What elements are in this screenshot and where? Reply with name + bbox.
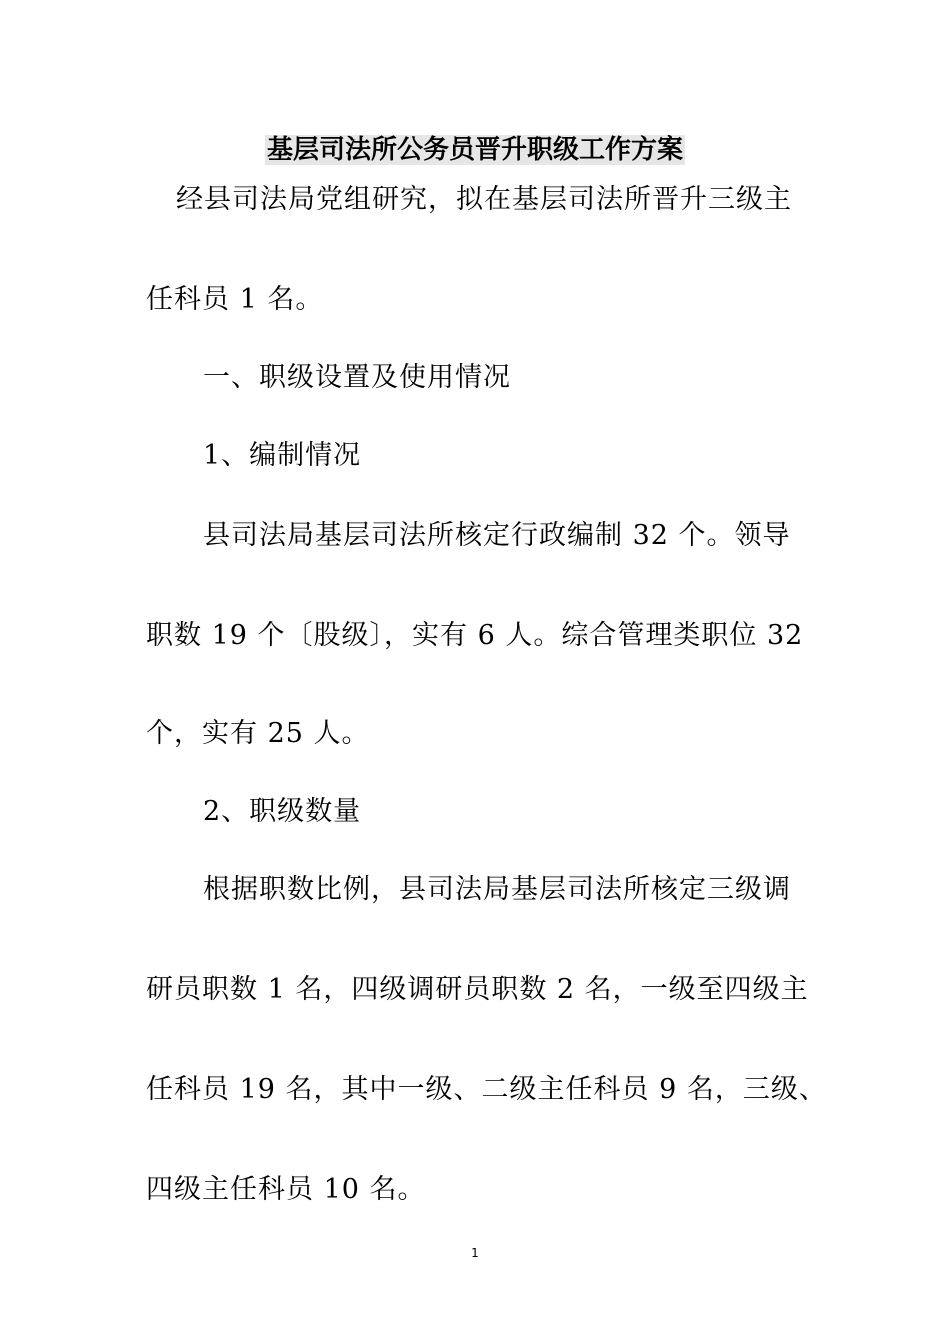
document-title-text: 基层司法所公务员晋升职级工作方案: [266, 135, 683, 165]
paragraph-line-5: 个，实有 25 人。: [146, 718, 370, 749]
paragraph-line-4: 职数 19 个〔股级〕，实有 6 人。综合管理类职位 32: [146, 620, 804, 651]
paragraph-line-1: 经县司法局党组研究，拟在基层司法所晋升三级主: [176, 184, 792, 215]
subsection-heading-1: 1、编制情况: [203, 440, 362, 471]
paragraph-line-8: 任科员 19 名，其中一级、二级主任科员 9 名，三级、: [146, 1074, 827, 1105]
subsection-heading-2: 2、职级数量: [203, 796, 362, 827]
paragraph-line-2: 任科员 1 名。: [146, 284, 324, 315]
page-number: 1: [471, 1246, 479, 1260]
paragraph-line-7: 研员职数 1 名，四级调研员职数 2 名，一级至四级主: [146, 974, 809, 1005]
section-heading-1: 一、职级设置及使用情况: [203, 362, 511, 393]
paragraph-line-9: 四级主任科员 10 名。: [146, 1174, 426, 1205]
paragraph-line-6: 根据职数比例，县司法局基层司法所核定三级调: [203, 874, 791, 905]
paragraph-line-3: 县司法局基层司法所核定行政编制 32 个。领导: [203, 520, 791, 551]
document-title: [0, 130, 950, 170]
